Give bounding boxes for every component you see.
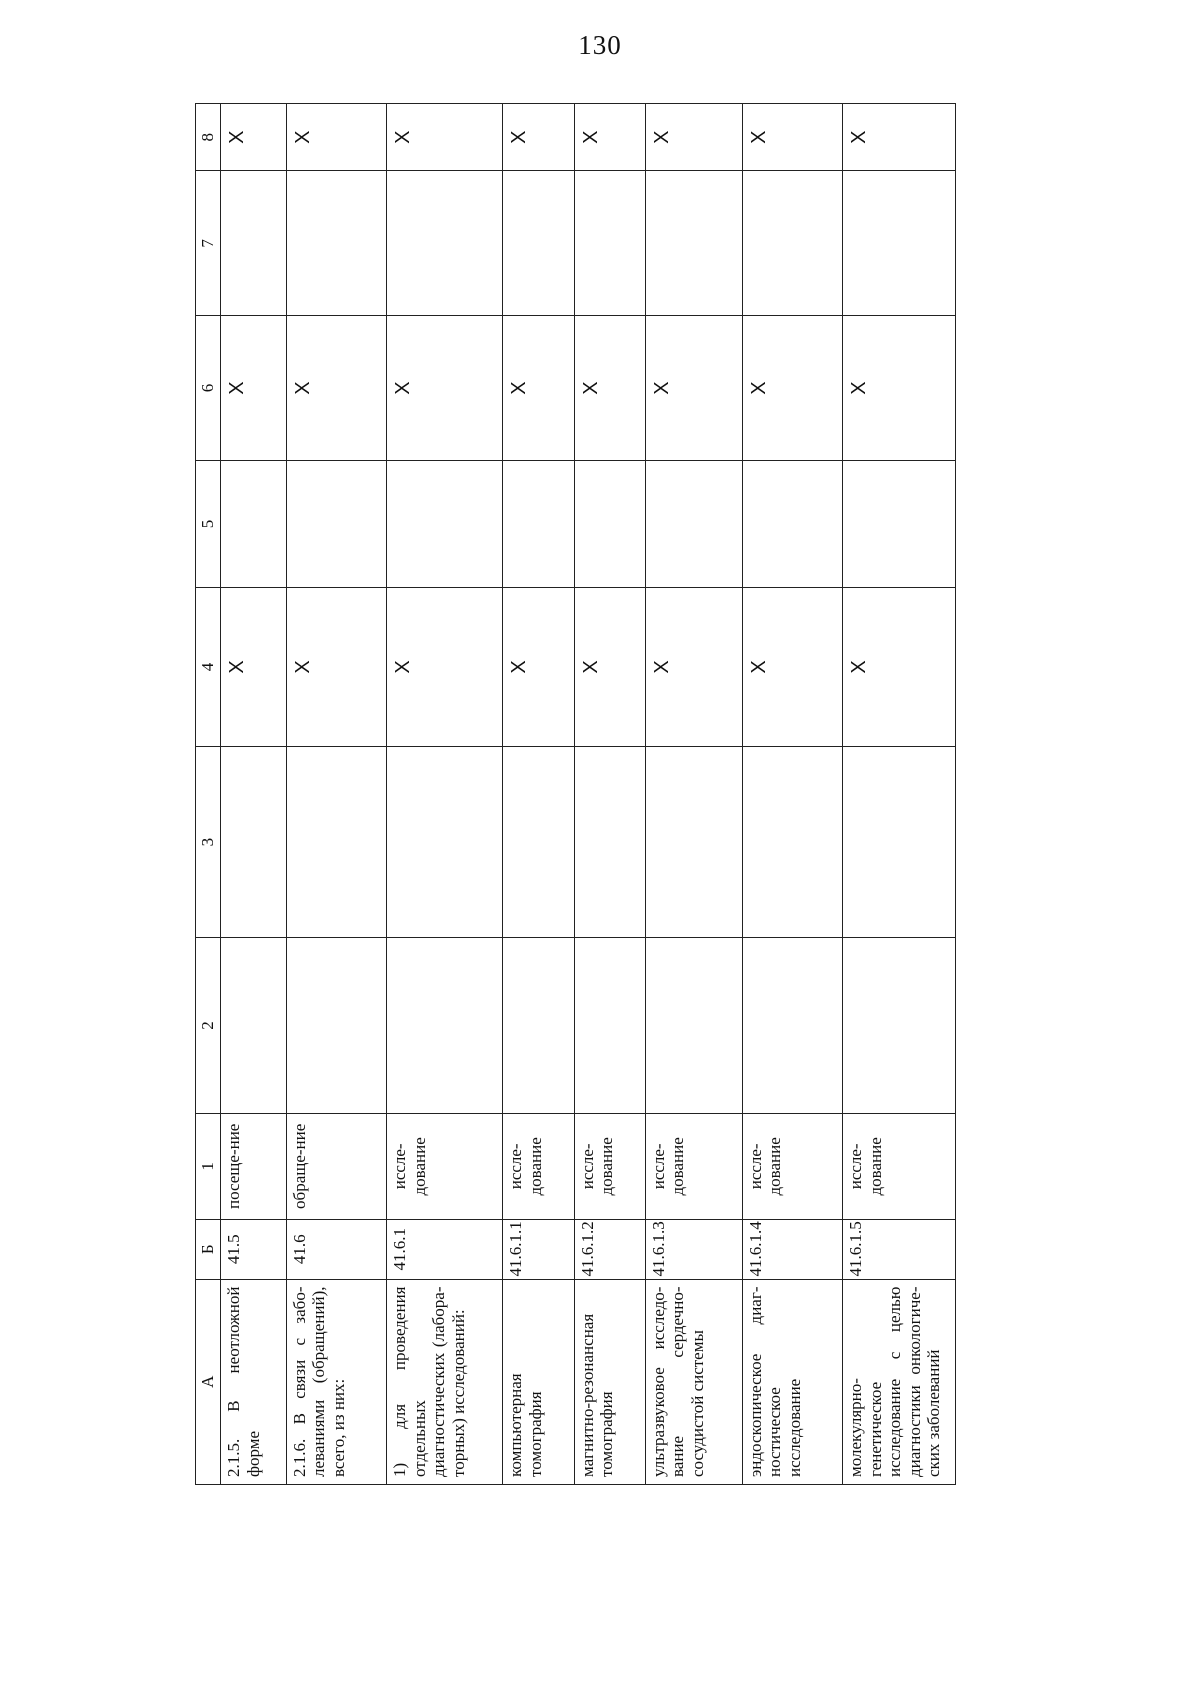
cell-col-3 — [286, 747, 386, 938]
cell-col-5 — [645, 460, 742, 587]
cell-col-3 — [221, 747, 287, 938]
row-code: 41.6 — [286, 1219, 386, 1279]
table-row — [843, 104, 956, 1485]
row-label: магнитно-резонансная томография — [574, 1279, 645, 1484]
cell-col-4: X — [843, 587, 956, 746]
cell-col-3 — [742, 747, 842, 938]
cell-col-6: X — [221, 316, 287, 461]
table-row — [387, 104, 503, 1485]
cell-col-2 — [221, 938, 287, 1114]
cell-col-5 — [221, 460, 287, 587]
header-col-a: А — [196, 1279, 221, 1484]
cell-col-7 — [742, 171, 842, 316]
row-unit: иссле-дование — [387, 1113, 503, 1219]
row-label: молекулярно-генетическое исследование с целью диагностики онкологиче-ских заболеваний — [843, 1279, 956, 1484]
cell-col-4: X — [387, 587, 503, 746]
cell-col-7 — [286, 171, 386, 316]
cell-col-2 — [645, 938, 742, 1114]
cell-col-4: X — [574, 587, 645, 746]
row-label: 2.1.5. В неотложной форме — [221, 1279, 287, 1484]
row-label: ультразвуковое исследо-вание сердечно-сосудистой системы — [645, 1279, 742, 1484]
cell-col-8: X — [843, 104, 956, 171]
row-code: 41.6.1.4 — [742, 1219, 842, 1279]
header-col-2: 2 — [196, 938, 221, 1114]
cell-col-7 — [221, 171, 287, 316]
row-unit: иссле-дование — [843, 1113, 956, 1219]
cell-col-8: X — [387, 104, 503, 171]
cell-col-3 — [645, 747, 742, 938]
cell-col-2 — [286, 938, 386, 1114]
cell-col-3 — [387, 747, 503, 938]
cell-col-8: X — [221, 104, 287, 171]
cell-col-3 — [843, 747, 956, 938]
cell-col-4: X — [503, 587, 574, 746]
row-unit: иссле-дование — [742, 1113, 842, 1219]
cell-col-8: X — [286, 104, 386, 171]
row-code: 41.5 — [221, 1219, 287, 1279]
row-label: 2.1.6. В связи с забо-леваниями (обращений), всего, из них: — [286, 1279, 386, 1484]
cell-col-2 — [843, 938, 956, 1114]
cell-col-6: X — [286, 316, 386, 461]
row-unit: иссле-дование — [574, 1113, 645, 1219]
cell-col-3 — [574, 747, 645, 938]
cell-col-7 — [645, 171, 742, 316]
cell-col-5 — [742, 460, 842, 587]
header-col-3: 3 — [196, 747, 221, 938]
cell-col-6: X — [574, 316, 645, 461]
table-row — [221, 104, 287, 1485]
cell-col-2 — [742, 938, 842, 1114]
statistics-table — [195, 103, 956, 1485]
row-label: компьютерная томография — [503, 1279, 574, 1484]
row-unit: иссле-дование — [645, 1113, 742, 1219]
row-code: 41.6.1.5 — [843, 1219, 956, 1279]
table-row — [574, 104, 645, 1485]
cell-col-6: X — [387, 316, 503, 461]
cell-col-8: X — [574, 104, 645, 171]
header-col-b: Б — [196, 1219, 221, 1279]
cell-col-5 — [574, 460, 645, 587]
cell-col-2 — [503, 938, 574, 1114]
header-col-5: 5 — [196, 460, 221, 587]
table-header — [196, 104, 221, 1485]
cell-col-5 — [286, 460, 386, 587]
row-code: 41.6.1 — [387, 1219, 503, 1279]
cell-col-6: X — [742, 316, 842, 461]
cell-col-7 — [387, 171, 503, 316]
cell-col-4: X — [286, 587, 386, 746]
row-unit: обраще-ние — [286, 1113, 386, 1219]
cell-col-6: X — [645, 316, 742, 461]
cell-col-5 — [503, 460, 574, 587]
header-col-1: 1 — [196, 1113, 221, 1219]
cell-col-5 — [387, 460, 503, 587]
cell-col-6: X — [843, 316, 956, 461]
cell-col-7 — [574, 171, 645, 316]
cell-col-4: X — [645, 587, 742, 746]
table-row — [645, 104, 742, 1485]
rotated-table-wrapper — [195, 103, 956, 1485]
table-row — [742, 104, 842, 1485]
header-col-7: 7 — [196, 171, 221, 316]
row-code: 41.6.1.3 — [645, 1219, 742, 1279]
cell-col-6: X — [503, 316, 574, 461]
row-code: 41.6.1.2 — [574, 1219, 645, 1279]
cell-col-7 — [503, 171, 574, 316]
row-label: 1) для проведения отдельных диагностических (лабора-торных) исследований: — [387, 1279, 503, 1484]
cell-col-8: X — [503, 104, 574, 171]
cell-col-8: X — [742, 104, 842, 171]
table-row — [503, 104, 574, 1485]
cell-col-2 — [574, 938, 645, 1114]
page-number: 130 — [578, 30, 622, 60]
cell-col-3 — [503, 747, 574, 938]
header-col-8: 8 — [196, 104, 221, 171]
header-col-4: 4 — [196, 587, 221, 746]
row-unit: посеще-ние — [221, 1113, 287, 1219]
row-code: 41.6.1.1 — [503, 1219, 574, 1279]
row-label: эндоскопическое диаг-ностическое исследование — [742, 1279, 842, 1484]
cell-col-2 — [387, 938, 503, 1114]
cell-col-4: X — [742, 587, 842, 746]
cell-col-8: X — [645, 104, 742, 171]
row-unit: иссле-дование — [503, 1113, 574, 1219]
header-col-6: 6 — [196, 316, 221, 461]
cell-col-7 — [843, 171, 956, 316]
cell-col-5 — [843, 460, 956, 587]
table-row — [286, 104, 386, 1485]
cell-col-4: X — [221, 587, 287, 746]
